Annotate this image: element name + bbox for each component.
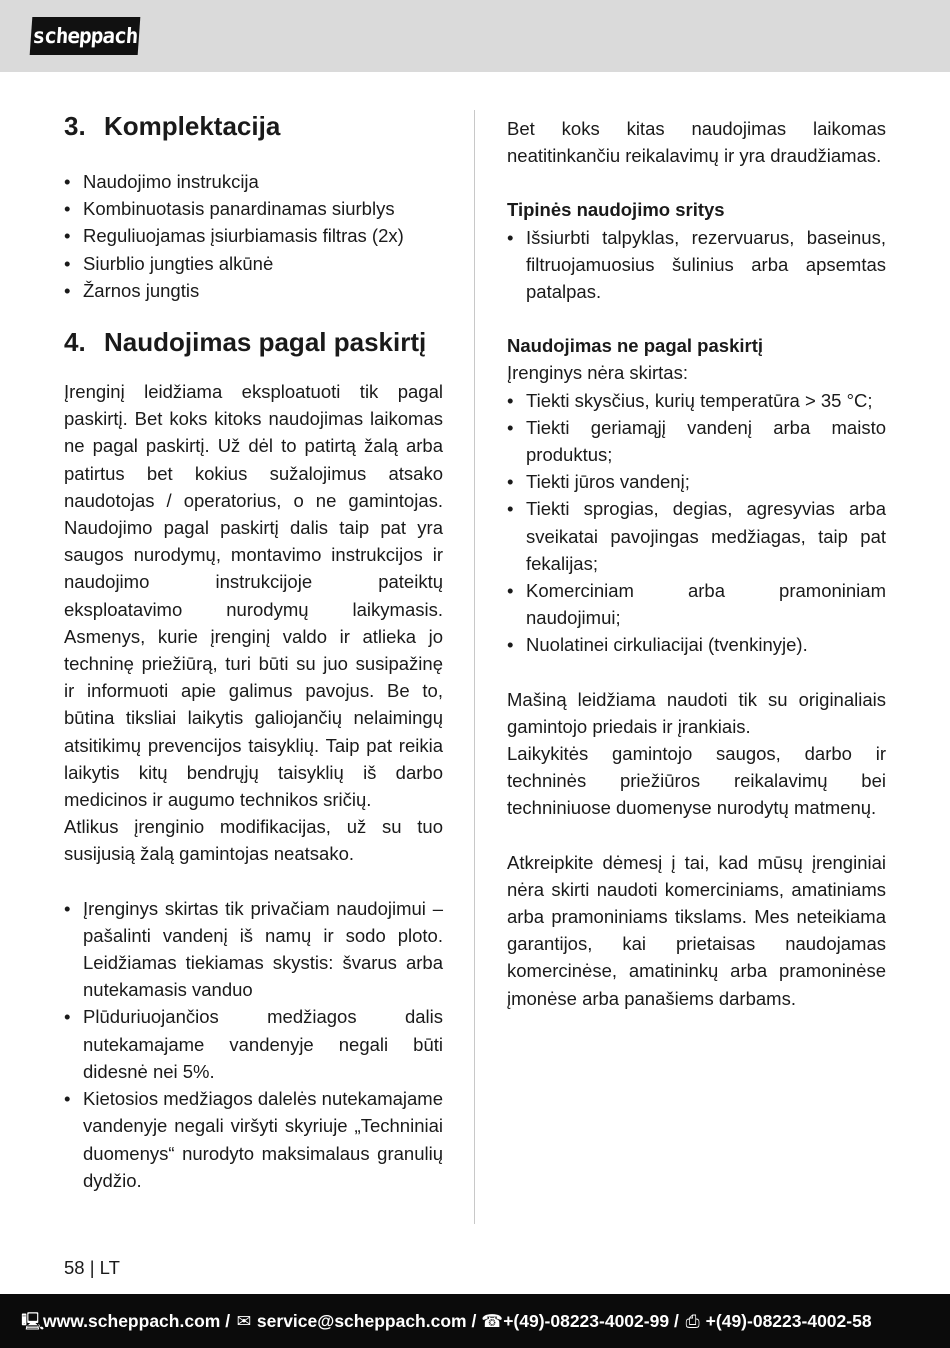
improper-use-heading: Naudojimas ne pagal paskirtį xyxy=(507,335,763,357)
left-column xyxy=(64,108,443,1194)
section-4-number: 4. xyxy=(64,327,86,358)
section-4-heading xyxy=(64,324,443,360)
page-number-separator: | xyxy=(89,1257,95,1278)
intended-use-list xyxy=(64,895,443,1194)
improper-use-intro: Įrenginys nėra skirtas: xyxy=(507,362,688,384)
intended-use-paragraph: Įrenginį leidžiama eksploatuoti tik pagal paskirtį. Bet koks kitoks naudojimas laikomas ne pagal paskirtį. Už dėl to patirtą žalą arba patirtus bet kokius sužalojimus atsako naudotojas / operatorius, o ne gamintojas. Naudojimo pagal paskirtį dalis taip pat yra saugos nurodymų, montavimo instrukcijos ir naudojimo instrukcijoje pateiktų eksploatavimo nurodymų laikymasis. Asmenys, kurie įrenginį valdo ir atlieka jo techninę priežiūrą, turi būti su juo susipažinę ir informuoti apie galimus pavojus. Be to, būtina tiksliai laikytis galiojančių nelaimingų atsitikimų prevencijos taisyklių. Taip pat reikia laikytis kitų bendrųjų taisyklių iš darbo medicinos ir augumo technikos sričių. xyxy=(64,381,443,811)
typical-use-list xyxy=(507,224,886,306)
phone-number: +(49)-08223-4002-99 xyxy=(503,1311,670,1331)
section-3-number: 3. xyxy=(64,111,86,141)
mail-icon: ✉ xyxy=(236,1311,252,1331)
footer-separator: / xyxy=(669,1311,684,1331)
footer-separator: / xyxy=(220,1311,235,1331)
typical-use-heading: Tipinės naudojimo sritys xyxy=(507,199,725,221)
list-item: • Kietosios medžiagos dalelės nutekamajame vandenyje negali viršyti skyriuje „Techniniai duomenys“ nurodyto maksimalaus granulių dydžio. xyxy=(64,1085,443,1194)
improper-use-list xyxy=(507,387,886,659)
page-number xyxy=(64,1256,120,1280)
list-item: • Išsiurbti talpyklas, rezervuarus, baseinus, filtruojamuosius šulinius arba apsemtas patalpas. xyxy=(507,224,886,306)
list-item: • Siurblio jungties alkūnė xyxy=(64,250,443,277)
column-divider xyxy=(474,110,475,1224)
list-item: • Tiekti skysčius, kurių temperatūra > 35 °C; xyxy=(507,387,886,414)
section-4-title: Naudojimas pagal paskirtį xyxy=(104,327,427,358)
list-item: • Naudojimo instrukcija xyxy=(64,168,443,195)
right-column xyxy=(507,115,886,1012)
list-item: • Tiekti jūros vandenį; xyxy=(507,468,886,495)
computer-icon: 🖳 xyxy=(21,1311,45,1331)
list-item: • Žarnos jungtis xyxy=(64,277,443,304)
list-item: • Nuolatinei cirkuliacijai (tvenkinyje). xyxy=(507,631,886,658)
header-band xyxy=(0,0,950,72)
fax-number: +(49)-08223-4002-58 xyxy=(705,1311,872,1331)
section-3-title: Komplektacija xyxy=(104,111,281,141)
page-language: LT xyxy=(99,1257,120,1278)
list-item: • Kombinuotasis panardinamas siurblys xyxy=(64,195,443,222)
list-item: • Plūduriuojančios medžiagos dalis nutekamajame vandenyje negali būti didesnė nei 5%. xyxy=(64,1003,443,1085)
page-number-value: 58 xyxy=(64,1257,85,1278)
list-item: • Komerciniam arba pramoniniam naudojimui; xyxy=(507,577,886,631)
footer-contact-bar xyxy=(0,1294,950,1348)
website-link[interactable]: www.scheppach.com xyxy=(43,1311,221,1331)
section-3-heading xyxy=(64,108,443,144)
commercial-use-notice: Atkreipkite dėmesį į tai, kad mūsų įrenginiai nėra skirti naudoti komerciniams, amatiniams arba pramoniniams tikslams. Mes neteikiama garantijos, kai prietaisas naudojamas komercinėse, amatininkų arba pramoninėse įmonėse arba panašiems darbams. xyxy=(507,851,886,1009)
modification-paragraph: Atlikus įrenginio modifikacijas, už su tuo susijusią žalą gamintojas neatsako. xyxy=(64,816,443,865)
fax-icon: ⎙ xyxy=(685,1311,700,1331)
footer-separator: / xyxy=(466,1311,482,1331)
safety-paragraph: Laikykitės gamintojo saugos, darbo ir techninės priežiūros reikalavimų bei techniniuose duomenyse nurodytų matmenų. xyxy=(507,743,886,819)
contents-list xyxy=(64,168,443,304)
list-item: • Tiekti geriamąjį vandenį arba maisto produktus; xyxy=(507,414,886,468)
accessories-paragraph: Mašiną leidžiama naudoti tik su originaliais gamintojo priedais ir įrankiais. xyxy=(507,688,886,737)
prohibited-use-intro: Bet koks kitas naudojimas laikomas neatitinkančiu reikalavimų ir yra draudžiamas. xyxy=(507,118,886,167)
email-link[interactable]: service@scheppach.com xyxy=(256,1311,467,1331)
list-item: • Įrenginys skirtas tik privačiam naudojimui – pašalinti vandenį iš namų ir sodo ploto. Leidžiamas tiekiamas skystis: švarus arba nutekamasis vanduo xyxy=(64,895,443,1004)
phone-icon: ☎ xyxy=(481,1311,503,1331)
list-item: • Reguliuojamas įsiurbiamasis filtras (2x) xyxy=(64,222,443,249)
list-item: • Tiekti sprogias, degias, agresyvias arba sveikatai pavojingas medžiagas, taip pat fekalijas; xyxy=(507,495,886,577)
brand-logo: scheppach xyxy=(30,17,141,55)
